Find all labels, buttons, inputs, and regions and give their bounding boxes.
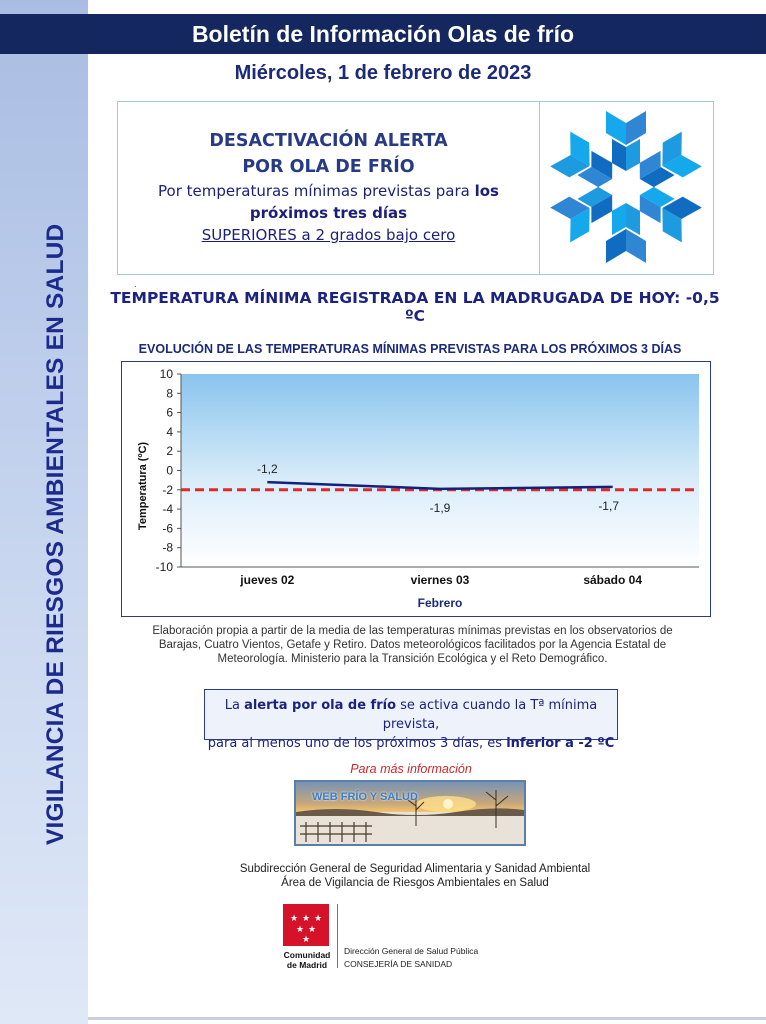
web-frio-y-salud-link[interactable] (294, 780, 526, 846)
alert-box (117, 101, 714, 275)
y-tick-label: -10 (155, 560, 173, 574)
chart-frame (121, 361, 711, 617)
direccion-general-name: Dirección General de Salud Pública CONSEJERÍA DE SANIDAD (344, 946, 479, 969)
y-tick-label: -6 (162, 521, 173, 536)
comunidad-madrid-flag-logo (283, 904, 329, 946)
snowflake-arm (630, 132, 702, 197)
svg-text:★: ★ (301, 914, 311, 924)
data-label: -1,2 (256, 462, 278, 477)
snowflake-icon (544, 107, 708, 267)
rule-line2: para al menos uno de los próximos 3 días, es inferior a -2 ºC (207, 736, 615, 751)
alert-title-line2: POR OLA DE FRÍO (242, 157, 415, 177)
logo-divider (337, 904, 338, 968)
bottom-divider (88, 1017, 766, 1020)
y-tick-label: 10 (159, 367, 173, 381)
x-tick-label: jueves 02 (240, 573, 295, 587)
y-tick-label: -4 (162, 502, 173, 517)
bulletin-date: Miércoles, 1 de febrero de 2023 (234, 62, 532, 84)
y-tick-label: 0 (166, 463, 173, 478)
data-label: -1,7 (598, 498, 620, 513)
registered-temperature: TEMPERATURA MÍNIMA REGISTRADA EN LA MADRUGADA DE HOY: -0,5 ºC (110, 289, 720, 325)
chart-title: EVOLUCIÓN DE LAS TEMPERATURAS MÍNIMAS PREVISTAS PARA LOS PRÓXIMOS 3 DÍAS (138, 342, 682, 356)
source-note-line3: Meteorología. Ministerio para la Transición Ecológica y el Reto Demográfico. (217, 653, 608, 665)
subdirection-line1: Subdirección General de Seguridad Alimentaria y Sanidad Ambiental (239, 863, 591, 875)
source-note-line2: Barajas, Cuatro Vientos, Getafe y Retiro. Datos meteorológicos facilitados por la Agencia Estatal de (158, 639, 667, 651)
y-tick-label: 4 (166, 424, 173, 439)
x-tick-label: viernes 03 (410, 573, 470, 587)
header-bar (0, 14, 766, 54)
snowflake-arm (550, 178, 622, 243)
alert-title-line1: DESACTIVACIÓN ALERTA (209, 131, 448, 151)
svg-text:★: ★ (301, 935, 311, 945)
alert-text (118, 102, 540, 274)
x-axis-label: Febrero (417, 596, 463, 610)
source-note-line1: Elaboración propia a partir de la media de las temperaturas mínimas previstas en los observatorios de (152, 625, 673, 637)
y-tick-label: -8 (162, 540, 173, 555)
snowflake-arm (550, 132, 622, 197)
y-axis-label: Temperatura (ºC) (137, 441, 149, 531)
source-note (140, 624, 685, 666)
separator-dot: . (134, 279, 137, 289)
x-tick-label: sábado 04 (583, 573, 643, 587)
alert-line3: Por temperaturas mínimas previstas para los (158, 182, 499, 200)
alert-rule-box (204, 689, 618, 751)
y-tick-label: 2 (166, 444, 173, 459)
top-strip (88, 0, 766, 14)
snowflake-arm (630, 178, 702, 243)
snowflake-arm (606, 203, 646, 263)
data-label: -1,9 (429, 500, 451, 515)
sidebar-title: VIGILANCIA DE RIESGOS AMBIENTALES EN SALUD (42, 223, 69, 845)
web-banner-label[interactable]: WEB FRÍO Y SALUD (312, 791, 418, 803)
subdirection-line2: Área de Vigilancia de Riesgos Ambientales en Salud (281, 877, 549, 889)
y-tick-label: -2 (162, 482, 173, 497)
rule-line1: La alerta por ola de frío se activa cuando la Tª mínima prevista, (224, 698, 598, 732)
y-tick-label: 8 (166, 386, 173, 401)
header-title: Boletín de Información Olas de frío (191, 20, 575, 47)
svg-text:★: ★ (289, 914, 299, 924)
logo-block (280, 904, 510, 974)
subdirection (150, 862, 680, 890)
more-info-label: Para más información (350, 762, 472, 776)
svg-text:★: ★ (307, 925, 317, 935)
alert-line5: SUPERIORES a 2 grados bajo cero (201, 226, 456, 244)
svg-text:★: ★ (313, 914, 323, 924)
y-tick-label: 6 (166, 405, 173, 420)
flag-stars-icon (283, 904, 329, 946)
comunidad-madrid-name: Comunidad de Madrid (283, 950, 331, 970)
svg-text:★: ★ (295, 925, 305, 935)
chart-svg (122, 362, 712, 618)
alert-line4: próximos tres días (249, 204, 408, 222)
snowflake-arm (606, 111, 646, 171)
